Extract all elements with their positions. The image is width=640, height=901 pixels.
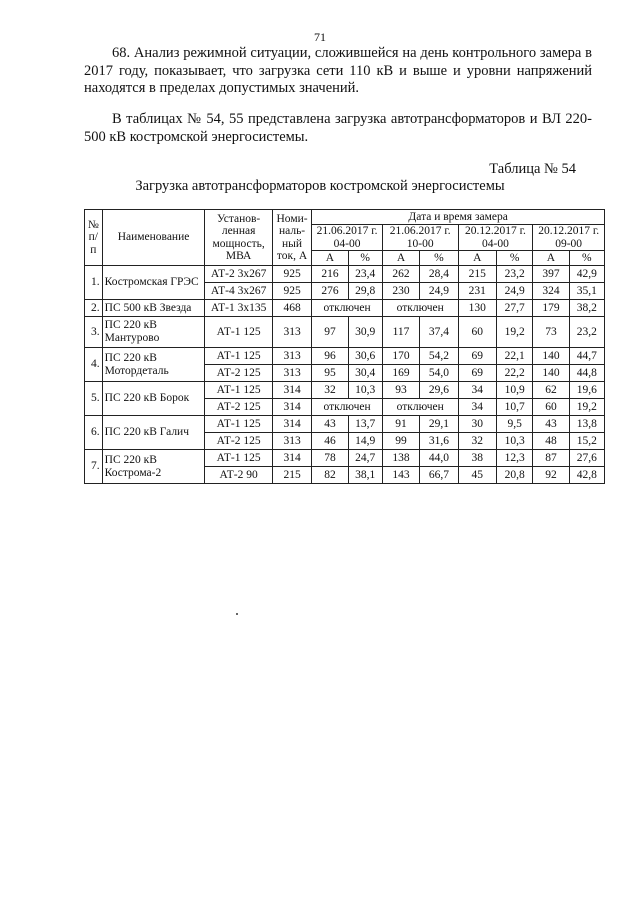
nominal-current: 313: [272, 348, 311, 365]
value-cell: 15,2: [569, 433, 604, 450]
value-cell: 14,9: [348, 433, 382, 450]
value-cell: 230: [382, 283, 419, 300]
value-cell: 32: [312, 382, 348, 399]
table-title: Загрузка автотрансформаторов костромской энергосистемы: [135, 178, 505, 194]
substation-name: Костромская ГРЭС: [102, 266, 205, 300]
value-cell: 30,4: [348, 365, 382, 382]
nominal-current: 313: [272, 365, 311, 382]
value-cell: 82: [312, 467, 348, 484]
value-cell: 24,9: [496, 283, 532, 300]
value-cell: 92: [533, 467, 569, 484]
nominal-current: 314: [272, 382, 311, 399]
substation-name: ПС 220 кВ Мотордеталь: [102, 348, 205, 382]
disconnected-cell: отключен: [312, 399, 383, 416]
col-header-date-3: 20.12.2017 г. 04-00: [458, 225, 533, 251]
value-cell: 30: [458, 416, 496, 433]
transformer: АТ-2 90: [205, 467, 272, 484]
value-cell: 97: [312, 317, 348, 348]
value-cell: 23,4: [348, 266, 382, 283]
value-cell: 29,6: [420, 382, 458, 399]
row-num: 4.: [85, 348, 103, 382]
value-cell: 43: [533, 416, 569, 433]
nominal-current: 314: [272, 450, 311, 467]
value-cell: 215: [458, 266, 496, 283]
value-cell: 66,7: [420, 467, 458, 484]
transformer: АТ-2 125: [205, 399, 272, 416]
disconnected-cell: отключен: [382, 300, 458, 317]
value-cell: 69: [458, 348, 496, 365]
value-cell: 87: [533, 450, 569, 467]
value-cell: 19,6: [569, 382, 604, 399]
col-header-num: № п/п: [85, 210, 103, 266]
substation-name: ПС 220 кВ Мантурово: [102, 317, 205, 348]
nominal-current: 313: [272, 317, 311, 348]
value-cell: 117: [382, 317, 419, 348]
col-header-current: Номи-наль-ный ток, А: [272, 210, 311, 266]
substation-name: ПС 220 кВ Кострома-2: [102, 450, 205, 484]
value-cell: 43: [312, 416, 348, 433]
value-cell: 12,3: [496, 450, 532, 467]
value-cell: 276: [312, 283, 348, 300]
value-cell: 22,2: [496, 365, 532, 382]
value-cell: 28,4: [420, 266, 458, 283]
value-cell: 60: [533, 399, 569, 416]
value-cell: 169: [382, 365, 419, 382]
value-cell: 24,7: [348, 450, 382, 467]
nominal-current: 925: [272, 283, 311, 300]
value-cell: 34: [458, 399, 496, 416]
value-cell: 34: [458, 382, 496, 399]
col-header-a: А: [382, 251, 419, 266]
value-cell: 29,8: [348, 283, 382, 300]
value-cell: 27,7: [496, 300, 532, 317]
transformer: АТ-2 125: [205, 365, 272, 382]
value-cell: 44,7: [569, 348, 604, 365]
value-cell: 44,8: [569, 365, 604, 382]
value-cell: 23,2: [496, 266, 532, 283]
row-num: 5.: [85, 382, 103, 416]
value-cell: 19,2: [496, 317, 532, 348]
col-header-date-group: Дата и время замера: [312, 210, 605, 225]
value-cell: 45: [458, 467, 496, 484]
nominal-current: 314: [272, 416, 311, 433]
value-cell: 91: [382, 416, 419, 433]
value-cell: 138: [382, 450, 419, 467]
transformer: АТ-2 125: [205, 433, 272, 450]
value-cell: 54,2: [420, 348, 458, 365]
value-cell: 13,7: [348, 416, 382, 433]
transformer: АТ-4 3х267: [205, 283, 272, 300]
nominal-current: 314: [272, 399, 311, 416]
table-row: [85, 450, 605, 467]
value-cell: 38,2: [569, 300, 604, 317]
nominal-current: 215: [272, 467, 311, 484]
value-cell: 140: [533, 365, 569, 382]
value-cell: 37,4: [420, 317, 458, 348]
substation-name: ПС 500 кВ Звезда: [102, 300, 205, 317]
value-cell: 42,9: [569, 266, 604, 283]
col-header-date-2: 21.06.2017 г. 10-00: [382, 225, 458, 251]
row-num: 1.: [85, 266, 103, 300]
value-cell: 19,2: [569, 399, 604, 416]
value-cell: 9,5: [496, 416, 532, 433]
value-cell: 231: [458, 283, 496, 300]
col-header-date-4: 20.12.2017 г. 09-00: [533, 225, 605, 251]
transformer: АТ-1 125: [205, 382, 272, 399]
value-cell: 24,9: [420, 283, 458, 300]
value-cell: 262: [382, 266, 419, 283]
row-num: 2.: [85, 300, 103, 317]
value-cell: 179: [533, 300, 569, 317]
value-cell: 397: [533, 266, 569, 283]
value-cell: 23,2: [569, 317, 604, 348]
table-row: [85, 382, 605, 399]
value-cell: 60: [458, 317, 496, 348]
value-cell: 30,6: [348, 348, 382, 365]
disconnected-cell: отключен: [312, 300, 383, 317]
col-header-date-1: 21.06.2017 г. 04-00: [312, 225, 383, 251]
value-cell: 78: [312, 450, 348, 467]
value-cell: 38,1: [348, 467, 382, 484]
value-cell: 10,3: [496, 433, 532, 450]
paragraph-tables-intro: В таблицах № 54, 55 представлена загрузка автотрансформаторов и ВЛ 220-500 кВ костромской энергосистемы.: [84, 111, 592, 145]
nominal-current: 925: [272, 266, 311, 283]
value-cell: 216: [312, 266, 348, 283]
col-header-pct: %: [569, 251, 604, 266]
col-header-a: А: [458, 251, 496, 266]
value-cell: 38: [458, 450, 496, 467]
value-cell: 20,8: [496, 467, 532, 484]
value-cell: 48: [533, 433, 569, 450]
value-cell: 54,0: [420, 365, 458, 382]
transformer: АТ-1 125: [205, 450, 272, 467]
value-cell: 22,1: [496, 348, 532, 365]
transformer: АТ-1 125: [205, 416, 272, 433]
value-cell: 140: [533, 348, 569, 365]
value-cell: 10,3: [348, 382, 382, 399]
value-cell: 96: [312, 348, 348, 365]
row-num: 3.: [85, 317, 103, 348]
value-cell: 73: [533, 317, 569, 348]
transformer: АТ-1 125: [205, 317, 272, 348]
table-label: Таблица № 54: [489, 161, 576, 177]
table-row: [85, 416, 605, 433]
nominal-current: 468: [272, 300, 311, 317]
value-cell: 27,6: [569, 450, 604, 467]
value-cell: 99: [382, 433, 419, 450]
paragraph-68: 68. Анализ режимной ситуации, сложившейся на день контрольного замера в 2017 году, показывает, что загрузка сети 110 кВ и выше и уровни напряжений находятся в пределах допустимых значений.: [84, 45, 592, 96]
col-header-a: А: [533, 251, 569, 266]
row-num: 6.: [85, 416, 103, 450]
value-cell: 13,8: [569, 416, 604, 433]
value-cell: 69: [458, 365, 496, 382]
value-cell: 324: [533, 283, 569, 300]
value-cell: 62: [533, 382, 569, 399]
value-cell: 44,0: [420, 450, 458, 467]
disconnected-cell: отключен: [382, 399, 458, 416]
col-header-a: А: [312, 251, 348, 266]
value-cell: 170: [382, 348, 419, 365]
col-header-power: Установ-ленная мощность, МВА: [205, 210, 272, 266]
table-row: [85, 317, 605, 348]
transformer: АТ-2 3х267: [205, 266, 272, 283]
value-cell: 46: [312, 433, 348, 450]
table-row: [85, 300, 605, 317]
substation-name: ПС 220 кВ Борок: [102, 382, 205, 416]
transformer: АТ-1 3х135: [205, 300, 272, 317]
col-header-pct: %: [348, 251, 382, 266]
nominal-current: 313: [272, 433, 311, 450]
value-cell: 10,9: [496, 382, 532, 399]
row-num: 7.: [85, 450, 103, 484]
value-cell: 143: [382, 467, 419, 484]
value-cell: 29,1: [420, 416, 458, 433]
table-row: [85, 266, 605, 283]
value-cell: 35,1: [569, 283, 604, 300]
value-cell: 10,7: [496, 399, 532, 416]
value-cell: 95: [312, 365, 348, 382]
col-header-name: Наименование: [102, 210, 205, 266]
value-cell: 130: [458, 300, 496, 317]
col-header-pct: %: [420, 251, 458, 266]
autotransformer-load-table: [84, 209, 605, 484]
value-cell: 93: [382, 382, 419, 399]
value-cell: 32: [458, 433, 496, 450]
value-cell: 42,8: [569, 467, 604, 484]
substation-name: ПС 220 кВ Галич: [102, 416, 205, 450]
value-cell: 31,6: [420, 433, 458, 450]
col-header-pct: %: [496, 251, 532, 266]
scan-speck: [236, 613, 238, 615]
page-number: 71: [314, 30, 326, 44]
value-cell: 30,9: [348, 317, 382, 348]
table-row: [85, 348, 605, 365]
transformer: АТ-1 125: [205, 348, 272, 365]
